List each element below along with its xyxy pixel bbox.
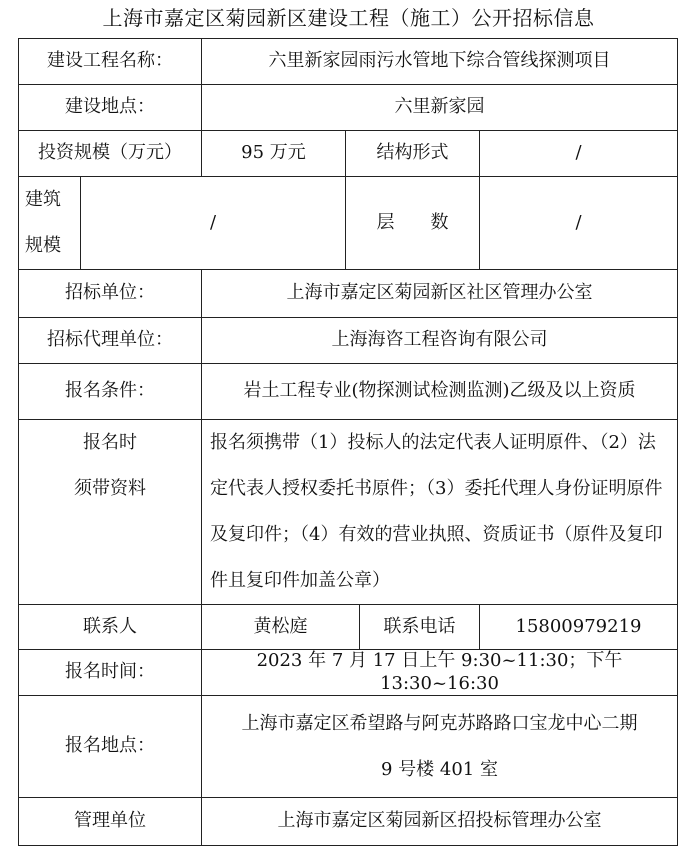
table-row-agent <box>19 318 678 364</box>
contact-phone: 15800979219 <box>480 605 678 650</box>
management-label: 管理单位 <box>19 798 202 846</box>
materials-label-line2: 须带资料 <box>74 478 146 499</box>
table-row-management <box>19 798 678 846</box>
qualification-label: 报名条件： <box>19 364 202 420</box>
reg-time-label: 报名时间： <box>19 650 202 696</box>
table-row-project-name <box>19 39 678 85</box>
contact-name: 黄松庭 <box>202 605 360 650</box>
investment-label: 投资规模（万元） <box>19 131 202 177</box>
location-value: 六里新家园 <box>202 85 678 131</box>
reg-place-label: 报名地点： <box>19 696 202 798</box>
table-row-tenderer <box>19 270 678 318</box>
project-name-value: 六里新家园雨污水管地下综合管线探测项目 <box>202 39 678 85</box>
tenderer-value: 上海市嘉定区菊园新区社区管理办公室 <box>202 270 678 318</box>
table-row-reg-time <box>19 650 678 696</box>
agent-label: 招标代理单位： <box>19 318 202 364</box>
reg-time-value: 2023 年 7 月 17 日上午 9:30~11:30；下午 13:30~16:30 <box>202 650 678 696</box>
investment-value: 95 万元 <box>202 131 346 177</box>
management-value: 上海市嘉定区菊园新区招投标管理办公室 <box>202 798 678 846</box>
table-row-contact <box>19 605 678 650</box>
table-row-reg-place <box>19 696 678 798</box>
table-row-building <box>19 177 678 270</box>
tenderer-label: 招标单位： <box>19 270 202 318</box>
floors-label: 层 数 <box>346 177 480 270</box>
table-row-investment <box>19 131 678 177</box>
contact-phone-label: 联系电话 <box>360 605 480 650</box>
table-row-location <box>19 85 678 131</box>
qualification-value: 岩土工程专业(物探测试检测监测)乙级及以上资质 <box>202 364 678 420</box>
building-scale-label-line2: 规模 <box>25 235 61 256</box>
materials-label-line1: 报名时 <box>83 432 137 453</box>
reg-place-value <box>202 696 678 798</box>
floors-value: / <box>480 177 678 270</box>
project-name-label: 建设工程名称： <box>19 39 202 85</box>
reg-place-value-line2: 9 号楼 401 室 <box>381 758 498 780</box>
tender-info-table <box>18 38 678 846</box>
agent-value: 上海海咨工程咨询有限公司 <box>202 318 678 364</box>
reg-place-value-line1: 上海市嘉定区希望路与阿克苏路路口宝龙中心二期 <box>241 712 638 734</box>
document-title: 上海市嘉定区菊园新区建设工程（施工）公开招标信息 <box>102 6 595 30</box>
materials-label <box>19 420 202 605</box>
building-scale-label <box>19 177 81 270</box>
contact-label: 联系人 <box>19 605 202 650</box>
building-scale-label-line1: 建筑 <box>25 189 61 210</box>
table-row-qualification <box>19 364 678 420</box>
building-scale-value: / <box>81 177 346 270</box>
location-label: 建设地点： <box>19 85 202 131</box>
table-row-materials <box>19 420 678 605</box>
structure-value: / <box>480 131 678 177</box>
materials-value: 报名须携带（1）投标人的法定代表人证明原件、（2）法定代表人授权委托书原件；（3）委托代理人身份证明原件及复印件；（4）有效的营业执照、资质证书（原件及复印件且复印件加盖公章） <box>202 420 678 605</box>
structure-label: 结构形式 <box>346 131 480 177</box>
